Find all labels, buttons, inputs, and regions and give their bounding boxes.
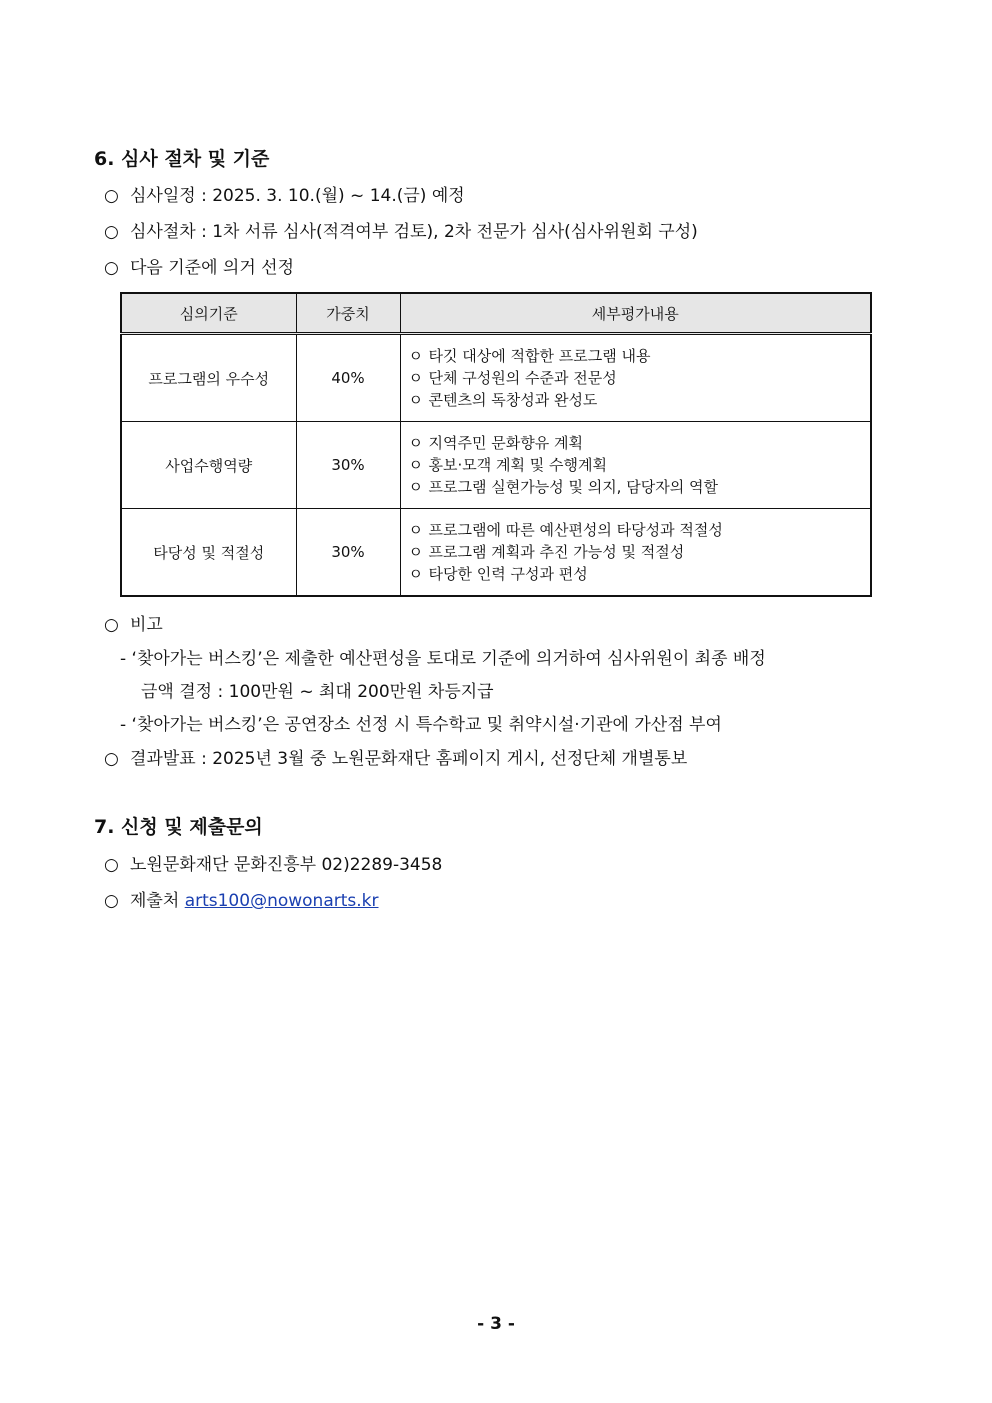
details-cell <box>400 422 871 509</box>
circle-bullet: ○ <box>104 749 119 769</box>
header-details: 세부평가내용 <box>400 293 871 334</box>
schedule-text: 심사일정 : 2025. 3. 10.(월) ~ 14.(금) 예정 <box>130 186 465 206</box>
table-row <box>121 422 871 509</box>
circle-bullet: ○ <box>104 891 119 911</box>
contact-text: 노원문화재단 문화진흥부 02)2289-3458 <box>130 855 443 875</box>
detail-item <box>409 389 871 411</box>
detail-text: 타깃 대상에 적합한 프로그램 내용 <box>428 347 651 365</box>
detail-text: 지역주민 문화향유 계획 <box>428 434 583 452</box>
submit-line <box>104 886 379 911</box>
circle-bullet: ○ <box>104 222 119 242</box>
note-title: 비고 <box>130 615 163 635</box>
email-link[interactable]: arts100@nowonarts.kr <box>184 891 379 911</box>
detail-bullet: ㅇ <box>408 478 423 496</box>
note2-line <box>120 710 722 735</box>
note1-text-1: ‘찾아가는 버스킹’은 제출한 예산편성을 토대로 기준에 의거하여 심사위원이 최종 배정 <box>131 649 766 669</box>
detail-text: 홍보·모객 계획 및 수행계획 <box>428 456 607 474</box>
detail-bullet: ㅇ <box>408 565 423 583</box>
detail-item <box>409 345 871 367</box>
weight-cell: 40% <box>296 334 400 422</box>
detail-bullet: ㅇ <box>408 521 423 539</box>
detail-text: 타당한 인력 구성과 편성 <box>428 565 588 583</box>
page-number: - 3 - <box>477 1314 515 1334</box>
section-7-title: 7. 신청 및 제출문의 <box>94 816 263 838</box>
dash-bullet: - <box>120 649 127 669</box>
weight-cell: 30% <box>296 422 400 509</box>
note2-text: ‘찾아가는 버스킹’은 공연장소 선정 시 특수학교 및 취약시설·기관에 가산점 부여 <box>131 715 722 735</box>
detail-text: 단체 구성원의 수준과 전문성 <box>428 369 617 387</box>
detail-bullet: ㅇ <box>408 369 423 387</box>
detail-item <box>409 432 871 454</box>
procedure-line <box>104 217 698 242</box>
detail-item <box>409 454 871 476</box>
procedure-text: 심사절차 : 1차 서류 심사(적격여부 검토), 2차 전문가 심사(심사위원회 구성) <box>130 222 698 242</box>
detail-item <box>409 476 871 498</box>
detail-bullet: ㅇ <box>408 434 423 452</box>
details-cell <box>400 509 871 597</box>
detail-item <box>409 367 871 389</box>
weight-cell: 30% <box>296 509 400 597</box>
criteria-table <box>120 292 872 597</box>
detail-bullet: ㅇ <box>408 391 423 409</box>
detail-bullet: ㅇ <box>408 543 423 561</box>
contact-line <box>104 850 442 875</box>
note1-line1 <box>120 644 766 669</box>
result-line <box>104 744 687 769</box>
header-criterion: 심의기준 <box>121 293 296 334</box>
detail-bullet: ㅇ <box>408 347 423 365</box>
details-cell <box>400 334 871 422</box>
note-title-line <box>104 610 163 635</box>
detail-item <box>409 519 871 541</box>
circle-bullet: ○ <box>104 855 119 875</box>
detail-text: 프로그램에 따른 예산편성의 타당성과 적절성 <box>428 521 723 539</box>
header-weight: 가중치 <box>296 293 400 334</box>
detail-text: 프로그램 실현가능성 및 의지, 담당자의 역할 <box>428 478 718 496</box>
circle-bullet: ○ <box>104 615 119 635</box>
criterion-cell: 프로그램의 우수성 <box>121 334 296 422</box>
detail-bullet: ㅇ <box>408 456 423 474</box>
detail-item <box>409 563 871 585</box>
table-row <box>121 509 871 597</box>
criteria-intro-text: 다음 기준에 의거 선정 <box>130 258 295 278</box>
result-text: 결과발표 : 2025년 3월 중 노원문화재단 홈페이지 게시, 선정단체 개별통보 <box>130 749 688 769</box>
table-header-row <box>121 293 871 334</box>
note1-line2: 금액 결정 : 100만원 ~ 최대 200만원 차등지급 <box>141 682 494 702</box>
circle-bullet: ○ <box>104 258 119 278</box>
criterion-cell: 타당성 및 적절성 <box>121 509 296 597</box>
detail-text: 프로그램 계획과 추진 가능성 및 적절성 <box>428 543 685 561</box>
section-6-title: 6. 심사 절차 및 기준 <box>94 148 270 170</box>
detail-text: 콘텐츠의 독창성과 완성도 <box>428 391 598 409</box>
table-row <box>121 334 871 422</box>
schedule-line <box>104 181 465 206</box>
dash-bullet: - <box>120 715 127 735</box>
detail-item <box>409 541 871 563</box>
criteria-intro-line <box>104 253 294 278</box>
criterion-cell: 사업수행역량 <box>121 422 296 509</box>
submit-label: 제출처 <box>130 891 180 911</box>
circle-bullet: ○ <box>104 186 119 206</box>
